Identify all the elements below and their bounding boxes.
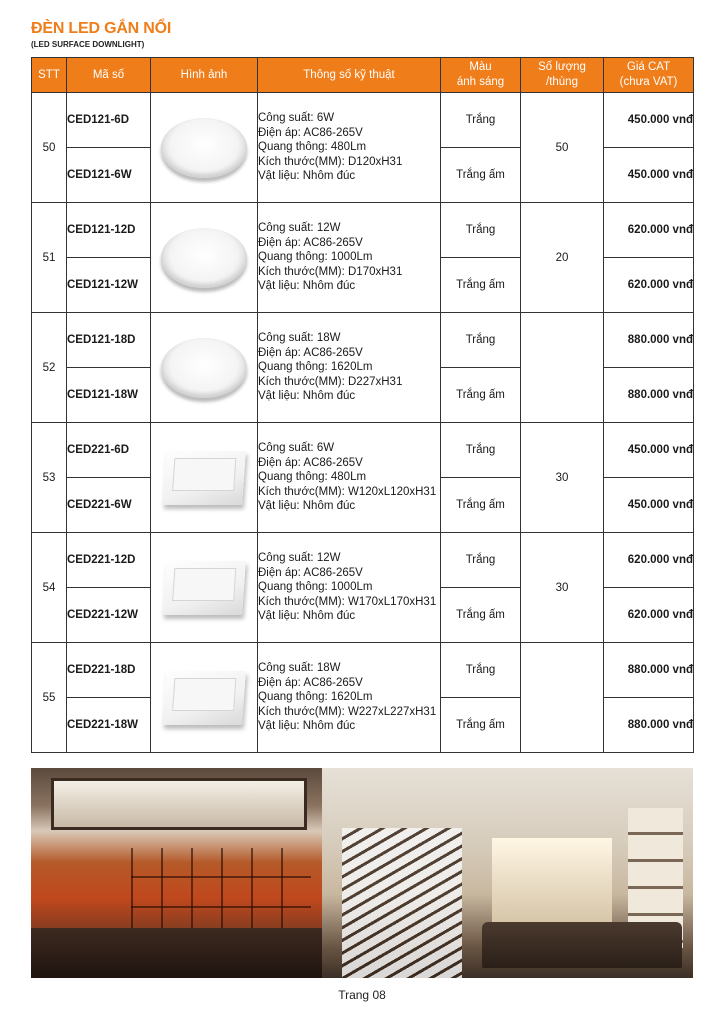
code-cell: CED221-6D: [67, 423, 151, 478]
spec-line: Quang thông: 1000Lm: [258, 581, 373, 594]
lit-wall-shape: [492, 838, 612, 928]
code-cell: CED221-18W: [67, 698, 151, 753]
header-color-line2: ánh sáng: [456, 76, 505, 88]
code-cell: CED121-18W: [67, 368, 151, 423]
square-downlight-image: [162, 451, 246, 505]
product-table-body: [32, 93, 694, 753]
spec-line: Quang thông: 1620Lm: [258, 691, 373, 704]
stt-cell: 51: [32, 203, 67, 313]
specs-cell: [258, 203, 441, 313]
code-cell: CED121-12D: [67, 203, 151, 258]
qty-cell: 30: [521, 533, 604, 643]
square-downlight-image: [162, 671, 246, 725]
stt-cell: 53: [32, 423, 67, 533]
round-downlight-image: [161, 118, 247, 178]
specs-cell: [258, 313, 441, 423]
header-price-line2: (chưa VAT): [619, 76, 678, 88]
spec-line: Vật liệu: Nhôm đúc: [258, 280, 356, 293]
color-cell: Trắng ấm: [441, 368, 521, 423]
header-color: [441, 58, 521, 93]
price-cell: 620.000 vnđ: [604, 588, 694, 643]
spec-line: Công suất: 18W: [258, 332, 341, 345]
qty-cell: 20: [521, 203, 604, 313]
qty-cell: [521, 643, 604, 753]
code-cell: CED121-12W: [67, 258, 151, 313]
table-row: [32, 423, 694, 478]
sofa-shape: [482, 922, 682, 968]
round-downlight-image: [161, 338, 247, 398]
color-cell: Trắng: [441, 93, 521, 148]
table-header-row: [32, 58, 694, 93]
dining-table-shape: [31, 928, 322, 978]
image-cell: [151, 533, 258, 643]
code-cell: CED121-6W: [67, 148, 151, 203]
price-cell: 620.000 vnđ: [604, 533, 694, 588]
spec-line: Điện áp: AC86-265V: [258, 566, 363, 579]
code-cell: CED221-12W: [67, 588, 151, 643]
price-cell: 880.000 vnđ: [604, 313, 694, 368]
spec-line: Điện áp: AC86-265V: [258, 236, 363, 249]
image-cell: [151, 203, 258, 313]
spec-line: Kích thước(MM): D120xH31: [258, 155, 403, 168]
table-row: [32, 203, 694, 258]
price-cell: 620.000 vnđ: [604, 203, 694, 258]
spec-line: Quang thông: 480Lm: [258, 141, 367, 154]
header-color-line1: Màu: [469, 61, 492, 73]
spec-line: Kích thước(MM): D227xH31: [258, 375, 403, 388]
specs-cell: [258, 533, 441, 643]
image-cell: [151, 643, 258, 753]
spec-line: Quang thông: 1000Lm: [258, 251, 373, 264]
qty-cell: 30: [521, 423, 604, 533]
price-cell: 880.000 vnđ: [604, 698, 694, 753]
round-downlight-image: [161, 228, 247, 288]
page-number: Trang 08: [338, 988, 386, 1002]
header-price: [604, 58, 694, 93]
image-cell: [151, 93, 258, 203]
image-cell: [151, 313, 258, 423]
qty-cell: [521, 313, 604, 423]
spec-line: Công suất: 12W: [258, 222, 341, 235]
code-cell: CED121-6D: [67, 93, 151, 148]
header-price-line1: Giá CAT: [626, 61, 671, 73]
price-cell: 880.000 vnđ: [604, 643, 694, 698]
color-cell: Trắng: [441, 643, 521, 698]
square-downlight-image: [162, 561, 246, 615]
price-cell: 450.000 vnđ: [604, 93, 694, 148]
stt-cell: 54: [32, 533, 67, 643]
table-row: [32, 533, 694, 588]
spec-line: Vật liệu: Nhôm đúc: [258, 170, 356, 183]
specs-cell: [258, 643, 441, 753]
color-cell: Trắng: [441, 203, 521, 258]
header-image: Hình ảnh: [151, 58, 258, 93]
spec-line: Điện áp: AC86-265V: [258, 126, 363, 139]
price-cell: 620.000 vnđ: [604, 258, 694, 313]
spec-line: Kích thước(MM): W120xL120xH31: [258, 485, 437, 498]
price-cell: 450.000 vnđ: [604, 423, 694, 478]
specs-cell: [258, 93, 441, 203]
staircase-shape: [342, 828, 462, 978]
color-cell: Trắng ấm: [441, 698, 521, 753]
code-cell: CED221-18D: [67, 643, 151, 698]
spec-line: Quang thông: 480Lm: [258, 471, 367, 484]
color-cell: Trắng ấm: [441, 478, 521, 533]
header-stt: STT: [32, 58, 67, 93]
code-cell: CED121-18D: [67, 313, 151, 368]
header-code: Mã số: [67, 58, 151, 93]
price-cell: 880.000 vnđ: [604, 368, 694, 423]
color-cell: Trắng: [441, 533, 521, 588]
spec-line: Công suất: 12W: [258, 552, 341, 565]
price-cell: 450.000 vnđ: [604, 148, 694, 203]
code-cell: CED221-6W: [67, 478, 151, 533]
living-room-photo: [322, 768, 693, 978]
qty-cell: 50: [521, 93, 604, 203]
header-qty-line2: /thùng: [546, 76, 578, 88]
product-table: [31, 57, 694, 753]
spec-line: Công suất: 6W: [258, 112, 335, 125]
color-cell: Trắng ấm: [441, 258, 521, 313]
color-cell: Trắng: [441, 313, 521, 368]
specs-cell: [258, 423, 441, 533]
page-title: ĐÈN LED GẮN NỔI: [31, 20, 172, 37]
code-cell: CED221-12D: [67, 533, 151, 588]
spec-line: Kích thước(MM): W227xL227xH31: [258, 705, 437, 718]
spec-line: Công suất: 6W: [258, 442, 335, 455]
spec-line: Vật liệu: Nhôm đúc: [258, 500, 356, 513]
price-cell: 450.000 vnđ: [604, 478, 694, 533]
color-cell: Trắng ấm: [441, 588, 521, 643]
spec-line: Kích thước(MM): D170xH31: [258, 265, 403, 278]
header-qty-line1: Số lượng: [538, 61, 586, 73]
image-cell: [151, 423, 258, 533]
page-subtitle: (LED SURFACE DOWNLIGHT): [31, 40, 145, 49]
ceiling-light-shape: [51, 778, 307, 830]
spec-line: Vật liệu: Nhôm đúc: [258, 720, 356, 733]
dining-room-photo: [31, 768, 322, 978]
color-cell: Trắng: [441, 423, 521, 478]
spec-line: Công suất: 18W: [258, 662, 341, 675]
header-specs: Thông số kỹ thuật: [258, 58, 441, 93]
stt-cell: 52: [32, 313, 67, 423]
spec-line: Vật liệu: Nhôm đúc: [258, 390, 356, 403]
table-row: [32, 643, 694, 698]
stt-cell: 50: [32, 93, 67, 203]
spec-line: Vật liệu: Nhôm đúc: [258, 610, 356, 623]
spec-line: Kích thước(MM): W170xL170xH31: [258, 595, 437, 608]
header-qty: [521, 58, 604, 93]
spec-line: Điện áp: AC86-265V: [258, 676, 363, 689]
table-row: [32, 313, 694, 368]
spec-line: Quang thông: 1620Lm: [258, 361, 373, 374]
table-row: [32, 93, 694, 148]
stt-cell: 55: [32, 643, 67, 753]
spec-line: Điện áp: AC86-265V: [258, 346, 363, 359]
spec-line: Điện áp: AC86-265V: [258, 456, 363, 469]
color-cell: Trắng ấm: [441, 148, 521, 203]
